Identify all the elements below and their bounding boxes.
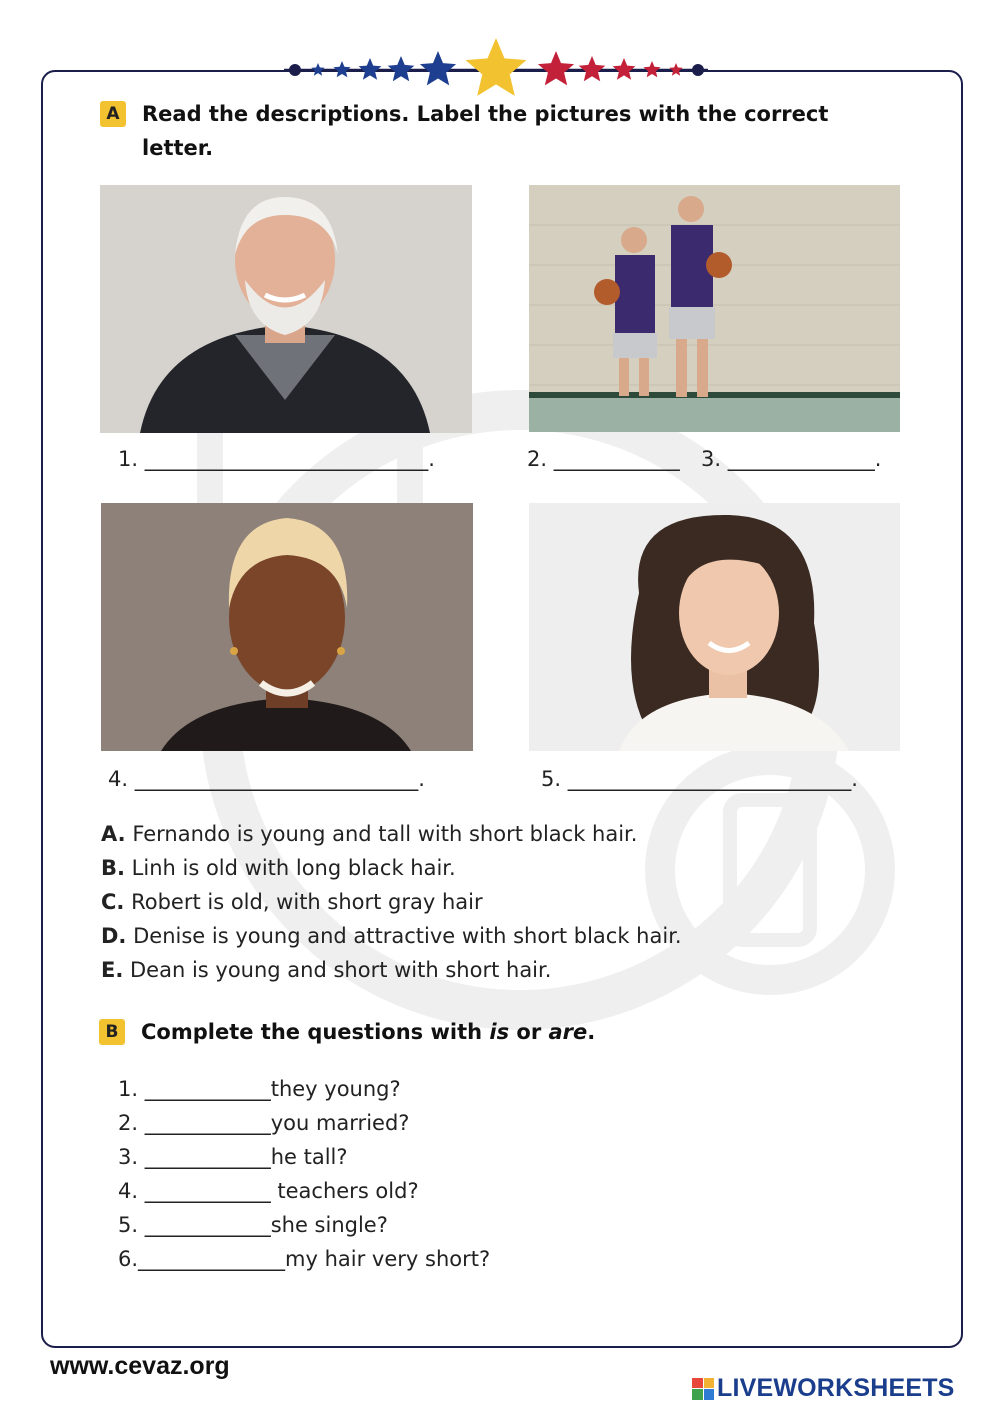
liveworksheets-icon (692, 1378, 714, 1400)
star-icon (538, 51, 574, 85)
star-icon (466, 38, 527, 96)
answer-label-3[interactable]: 3. ______________. (701, 447, 882, 471)
description-item: D. Denise is young and attractive with short black hair. (101, 924, 682, 948)
basketball-players-photo (529, 185, 900, 432)
section-a-instruction (142, 97, 828, 165)
star-icon (420, 51, 456, 85)
description-item: E. Dean is young and short with short hair. (101, 958, 552, 982)
question-item[interactable]: 4. ____________ teachers old? (118, 1179, 419, 1203)
instruction-line-2: letter. (142, 136, 214, 160)
liveworksheets-brand: LIVEWORKSHEETS (717, 1374, 955, 1402)
question-item[interactable]: 2. ____________you married? (118, 1111, 410, 1135)
section-b-badge: B (99, 1019, 125, 1045)
footer-url[interactable]: www.cevaz.org (50, 1352, 230, 1380)
liveworksheets-logo[interactable] (692, 1374, 955, 1403)
section-a-badge: A (100, 101, 126, 127)
star-icon (613, 58, 636, 80)
woman-long-dark-hair-photo (529, 503, 900, 751)
star-icon (359, 58, 382, 80)
answer-label-4[interactable]: 4. ___________________________. (108, 767, 425, 791)
instruction-line-1: Read the descriptions. Label the pictures with the correct (142, 102, 829, 126)
question-item[interactable]: 3. ____________he tall? (118, 1145, 348, 1169)
star-icon (643, 61, 660, 77)
woman-short-blonde-hair-photo (101, 503, 473, 751)
description-item: B. Linh is old with long black hair. (101, 856, 456, 880)
answer-label-2[interactable]: 2. ____________ (527, 447, 680, 471)
description-item: A. Fernando is young and tall with short black hair. (101, 822, 638, 846)
star-icon (388, 56, 415, 81)
answer-label-5[interactable]: 5. ___________________________. (541, 767, 858, 791)
star-icon (579, 56, 606, 81)
older-man-photo (100, 185, 472, 433)
star-icon (333, 61, 350, 77)
description-item: C. Robert is old, with short gray hair (101, 890, 483, 914)
answer-label-1[interactable]: 1. ___________________________. (118, 447, 435, 471)
question-item[interactable]: 6.______________my hair very short? (118, 1247, 491, 1271)
star-icon (311, 63, 324, 76)
question-item[interactable]: 5. ____________she single? (118, 1213, 388, 1237)
question-item[interactable]: 1. ____________they young? (118, 1077, 401, 1101)
stars-decoration-icon (284, 36, 708, 104)
section-b-instruction: Complete the questions with is or are. (141, 1020, 596, 1044)
star-icon (669, 63, 682, 76)
